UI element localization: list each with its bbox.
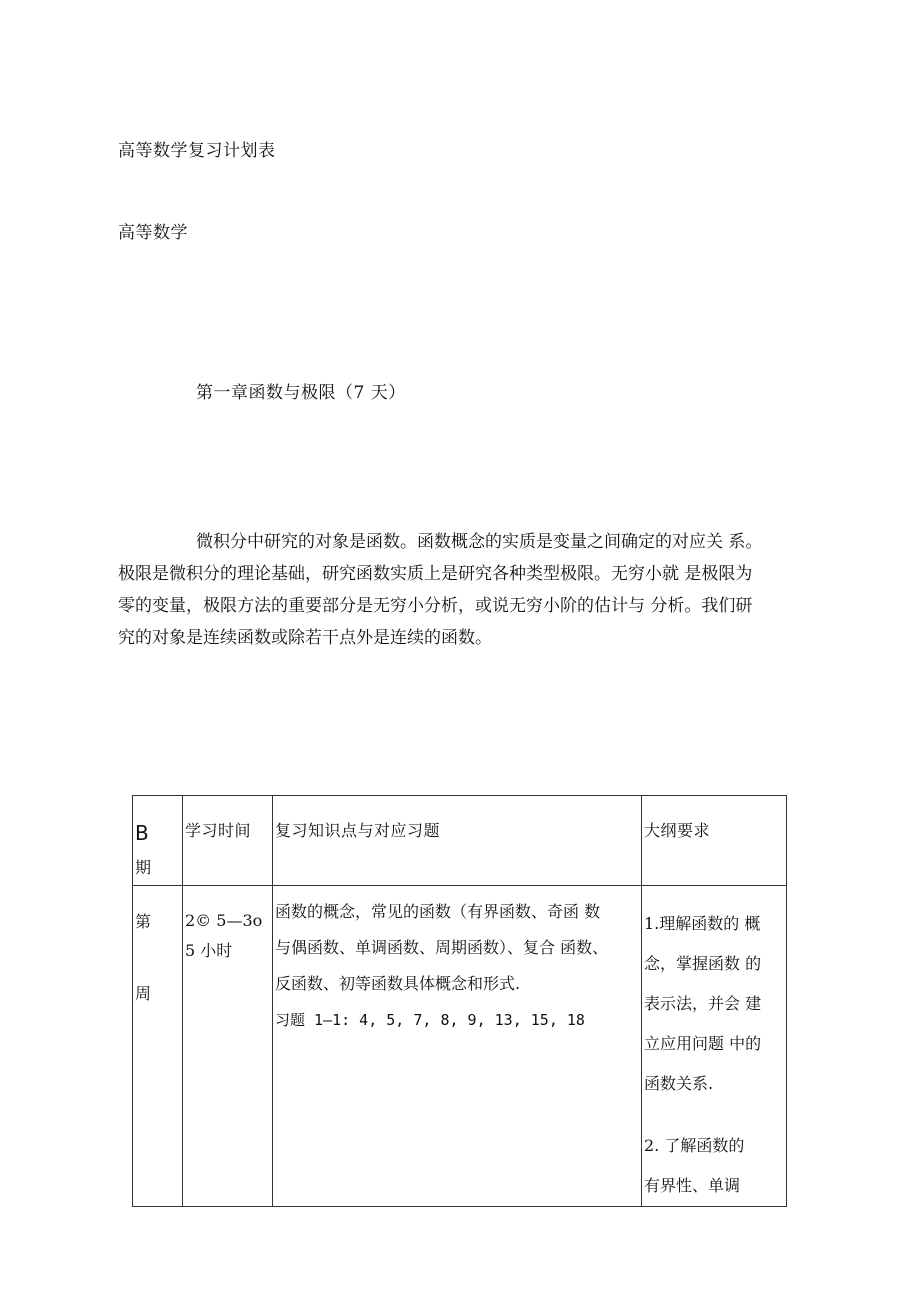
requirement-line: 念，掌握函数 的 (644, 954, 762, 973)
paragraph-line: 微积分中研究的对象是函数。函数概念的实质是变量之间确定的对应关 系。 (196, 532, 763, 552)
topics-cell (273, 886, 642, 1207)
exercise-line: 习题 1—1: 4, 5, 7, 8, 9, 13, 15, 18 (275, 1011, 585, 1029)
time-hours: 5 小时 (185, 941, 233, 960)
requirement-line: 2. 了解函数的 (644, 1136, 745, 1155)
time-range: 2© 5—3o (185, 911, 263, 930)
week-cell (133, 886, 183, 1207)
header-date-letter: B (135, 821, 149, 845)
topic-line: 函数的概念，常见的函数（有界函数、奇函 数 (275, 902, 601, 921)
header-date-cell (133, 796, 183, 886)
requirement-line: 函数关系. (644, 1074, 714, 1093)
paragraph-line: 零的变量，极限方法的重要部分是无穷小分析，或说无穷小阶的估计与 分析。我们研 (118, 596, 753, 616)
header-requirements: 大纲要求 (642, 796, 787, 886)
requirement-line: 有界性、单调 (644, 1176, 741, 1195)
chapter-heading: 第一章函数与极限（7 天） (196, 383, 406, 403)
paragraph-line: 究的对象是连续函数或除若干点外是连续的函数。 (118, 628, 492, 648)
requirement-line: 1.理解函数的 概 (644, 914, 761, 933)
time-cell (183, 886, 273, 1207)
topic-line: 与偶函数、单调函数、周期函数）、复合 函数、 (275, 938, 609, 957)
requirements-cell (642, 886, 787, 1207)
week-char: 周 (135, 984, 152, 1003)
requirement-line: 表示法，并会 建 (644, 994, 762, 1013)
paragraph-line: 极限是微积分的理论基础，研究函数实质上是研究各种类型极限。无穷小就 是极限为 (118, 564, 753, 584)
header-topics: 复习知识点与对应习题 (273, 796, 642, 886)
table-row (133, 886, 787, 1207)
document-title: 高等数学复习计划表 (118, 141, 276, 161)
table-header-row (133, 796, 787, 886)
header-date-char: 期 (135, 858, 152, 877)
week-char: 第 (135, 912, 152, 931)
review-plan-table (132, 795, 787, 1207)
requirement-line: 立应用问题 中的 (644, 1034, 762, 1053)
document-subtitle: 高等数学 (118, 223, 188, 243)
topic-line: 反函数、初等函数具体概念和形式. (275, 974, 521, 993)
header-study-time: 学习时间 (183, 796, 273, 886)
intro-paragraph (118, 526, 818, 654)
